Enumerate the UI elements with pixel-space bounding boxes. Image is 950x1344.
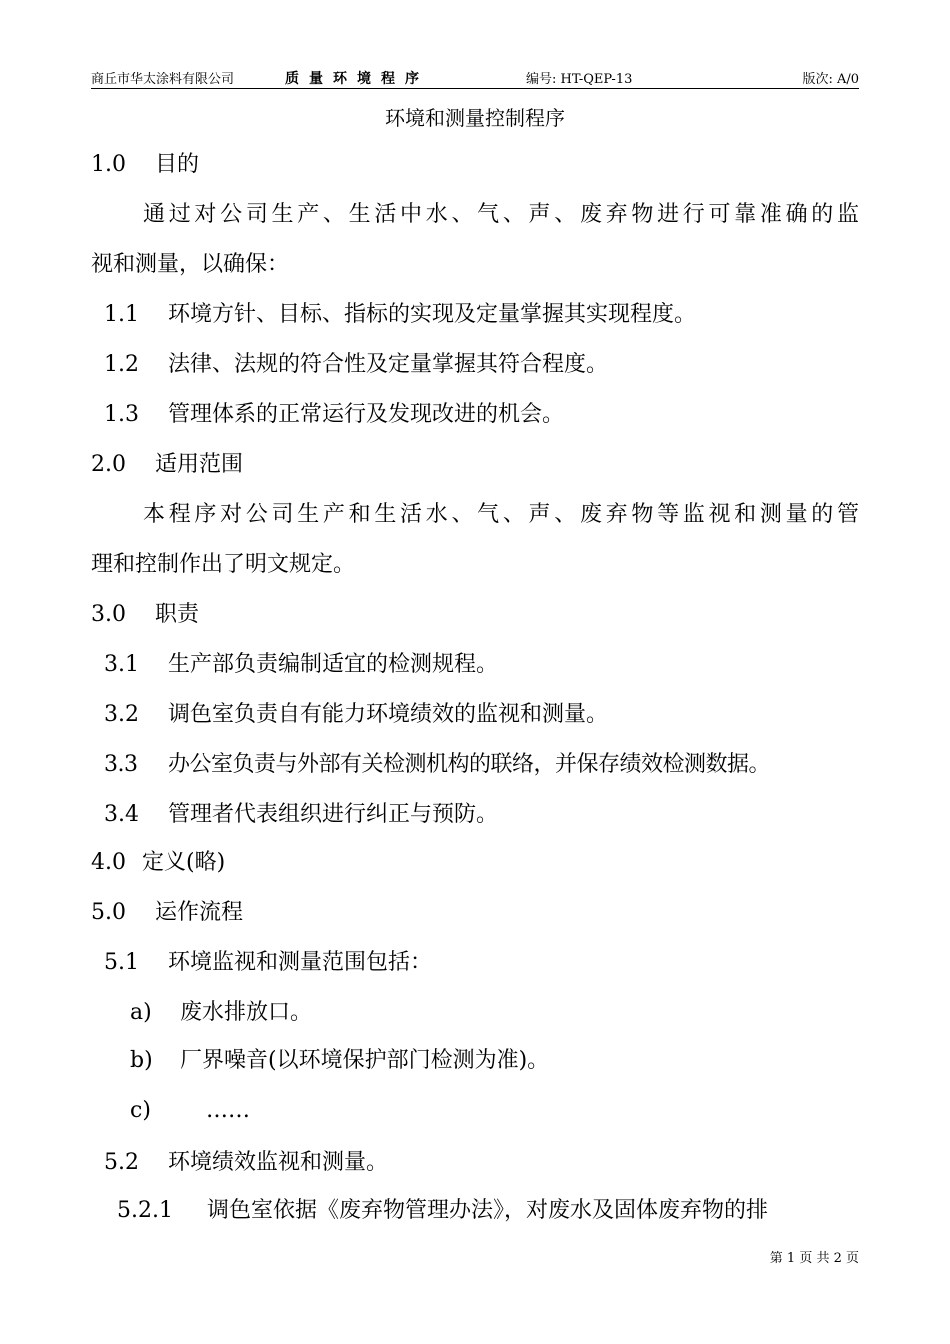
item-text: 调色室负责自有能力环境绩效的监视和测量。 — [168, 702, 609, 727]
section-number: 1.0 — [91, 152, 126, 177]
section-1-paragraph-line-2: 视和测量，以确保： — [91, 252, 290, 277]
header-version: 版次: A/0 — [802, 72, 859, 87]
section-number: 3.0 — [91, 602, 126, 627]
list-item-a — [130, 998, 312, 1028]
list-text: …… — [206, 1098, 250, 1123]
section-2-heading — [91, 450, 243, 480]
item-number: 3.4 — [104, 802, 139, 827]
section-title: 职责 — [155, 602, 200, 627]
item-3-2 — [104, 700, 608, 730]
item-text: 环境绩效监视和测量。 — [168, 1150, 389, 1175]
item-number: 3.2 — [104, 702, 139, 727]
section-2-paragraph-line-2: 理和控制作出了明文规定。 — [91, 552, 356, 577]
item-number: 3.1 — [104, 652, 139, 677]
item-text: 管理者代表组织进行纠正与预防。 — [168, 802, 499, 827]
item-5-1 — [104, 948, 432, 978]
section-1-paragraph-line-1: 通过对公司生产、生活中水、气、声、废弃物进行可靠准确的监 — [143, 202, 859, 227]
section-title: 运作流程 — [155, 900, 244, 925]
section-3-heading — [91, 600, 199, 630]
list-text: 厂界噪音(以环境保护部门检测为准)。 — [180, 1048, 550, 1073]
item-text: 法律、法规的符合性及定量掌握其符合程度。 — [168, 352, 609, 377]
item-3-4 — [104, 800, 498, 830]
item-3-3 — [104, 750, 770, 780]
item-text: 环境监视和测量范围包括： — [168, 950, 433, 975]
document-title: 环境和测量控制程序 — [385, 106, 565, 130]
item-number: 1.1 — [104, 302, 139, 327]
section-number: 4.0 — [91, 850, 126, 875]
list-label: a) — [130, 1000, 152, 1025]
list-label: b) — [130, 1048, 153, 1073]
item-number: 1.3 — [104, 402, 139, 427]
item-number: 3.3 — [104, 752, 138, 777]
item-number: 5.1 — [104, 950, 139, 975]
section-2-paragraph-line-1: 本程序对公司生产和生活水、气、声、废弃物等监视和测量的管 — [143, 502, 859, 527]
page-footer: 第 1 页 共 2 页 — [769, 1251, 859, 1266]
item-1-2 — [104, 350, 608, 380]
list-text: 废水排放口。 — [180, 1000, 313, 1025]
section-number: 5.0 — [91, 900, 126, 925]
item-3-1 — [104, 650, 498, 680]
list-label: c) — [130, 1098, 151, 1123]
item-text: 办公室负责与外部有关检测机构的联络，并保存绩效检测数据。 — [168, 752, 771, 777]
item-text: 生产部负责编制适宜的检测规程。 — [168, 652, 499, 677]
item-text: 调色室依据《废弃物管理办法》，对废水及固体废弃物的排 — [207, 1198, 769, 1223]
page-header — [91, 66, 859, 89]
item-number: 5.2 — [104, 1150, 139, 1175]
item-text: 管理体系的正常运行及发现改进的机会。 — [168, 402, 565, 427]
section-4-heading — [91, 848, 225, 878]
section-title: 目的 — [155, 152, 200, 177]
list-item-b — [130, 1046, 549, 1076]
header-doc-type: 质量环境程序 — [285, 71, 429, 87]
item-number: 5.2.1 — [117, 1198, 173, 1223]
header-doc-code: 编号: HT-QEP-13 — [526, 72, 633, 87]
section-5-heading — [91, 898, 243, 928]
header-company: 商丘市华太涂料有限公司 — [91, 72, 235, 87]
item-5-2-1 — [117, 1196, 768, 1226]
item-text: 环境方针、目标、指标的实现及定量掌握其实现程度。 — [168, 302, 697, 327]
section-title: 适用范围 — [155, 452, 244, 477]
section-1-heading — [91, 150, 199, 180]
item-5-2 — [104, 1148, 388, 1178]
item-1-1 — [104, 300, 696, 330]
section-title: 定义(略) — [142, 850, 226, 875]
item-number: 1.2 — [104, 352, 139, 377]
section-number: 2.0 — [91, 452, 126, 477]
item-1-3 — [104, 400, 564, 430]
list-item-c — [130, 1096, 250, 1126]
